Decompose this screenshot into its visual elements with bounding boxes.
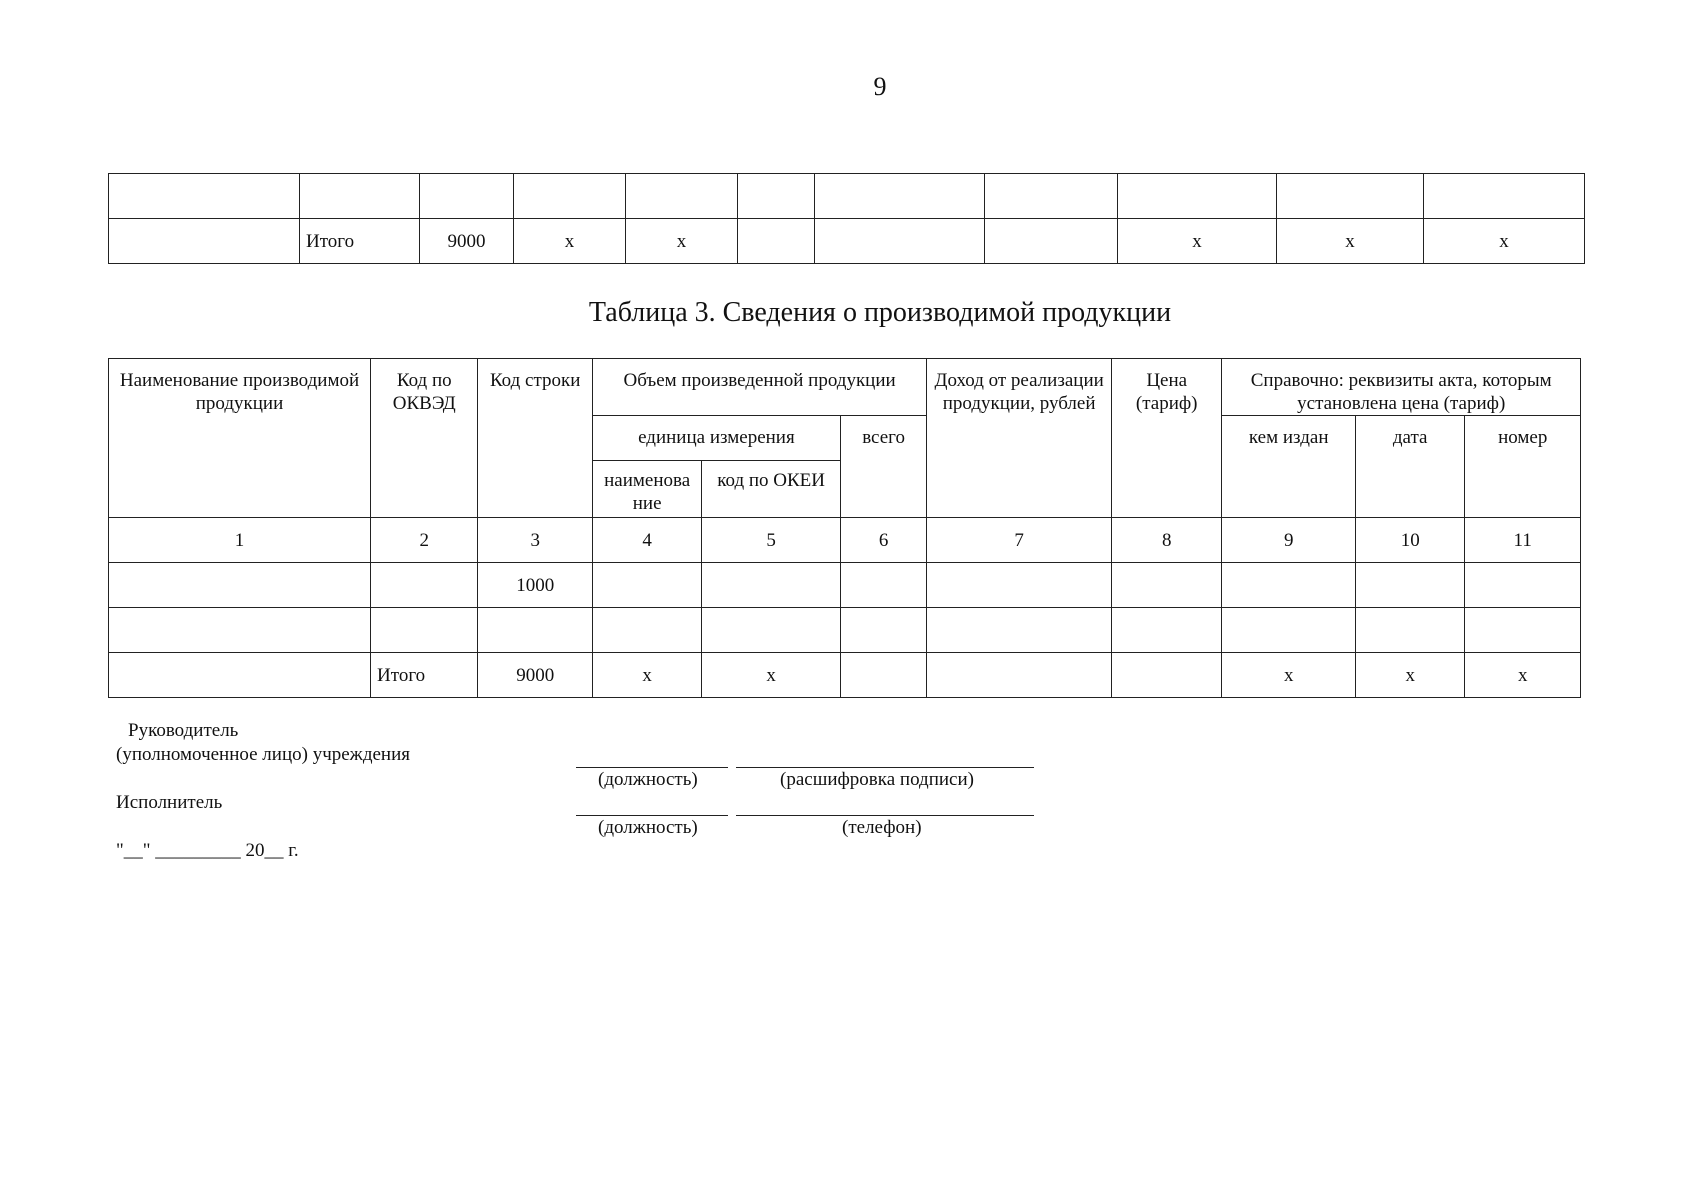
column-number: 7 — [927, 518, 1112, 563]
table-cell: х — [1222, 653, 1356, 698]
date-line: "__" _________ 20__ г. — [116, 840, 299, 861]
table-cell — [109, 563, 371, 608]
table-row — [109, 563, 1581, 608]
table-cell — [109, 174, 300, 219]
table-cell — [815, 174, 985, 219]
table-cell — [927, 563, 1112, 608]
header-price: Цена (тариф) — [1112, 359, 1222, 518]
table-cell — [840, 608, 926, 653]
table-title: Таблица 3. Сведения о производимой продукции — [588, 297, 1172, 328]
column-number: 4 — [592, 518, 701, 563]
table-cell — [1465, 563, 1581, 608]
table-cell: х — [1465, 653, 1581, 698]
table-cell: х — [1424, 219, 1585, 264]
table-cell — [1112, 653, 1222, 698]
header-name: Наименование производимой продукции — [109, 359, 371, 518]
table-cell: х — [1355, 653, 1464, 698]
header-number: номер — [1465, 416, 1581, 518]
header-unit: единица измерения — [592, 416, 840, 461]
table-cell — [815, 219, 985, 264]
table-cell — [1465, 608, 1581, 653]
header-row — [109, 359, 1581, 416]
column-number: 1 — [109, 518, 371, 563]
table-cell — [420, 174, 514, 219]
table-cell — [840, 563, 926, 608]
head-label: Руководитель — [128, 720, 239, 741]
table-cell — [1424, 174, 1585, 219]
table-cell — [1355, 563, 1464, 608]
table-cell — [592, 563, 701, 608]
column-number: 9 — [1222, 518, 1356, 563]
table-cell — [478, 608, 592, 653]
column-number: 2 — [371, 518, 478, 563]
header-total: всего — [840, 416, 926, 518]
table-cell: х — [626, 219, 738, 264]
table-cell — [1112, 608, 1222, 653]
phone-line — [736, 815, 1034, 816]
table-cell: х — [1118, 219, 1277, 264]
table-cell — [1112, 563, 1222, 608]
table-cell — [1118, 174, 1277, 219]
column-number: 10 — [1355, 518, 1464, 563]
table-cell — [985, 174, 1118, 219]
column-number: 8 — [1112, 518, 1222, 563]
column-number: 3 — [478, 518, 592, 563]
table-cell: х — [1277, 219, 1424, 264]
total-row-code: 9000 — [478, 653, 592, 698]
table-cell: х — [702, 653, 841, 698]
position-caption: (должность) — [598, 769, 698, 790]
table-cell — [626, 174, 738, 219]
table-cell: х — [592, 653, 701, 698]
table-cell — [300, 174, 420, 219]
header-reference: Справочно: реквизиты акта, которым установлена цена (тариф) — [1222, 359, 1581, 416]
position-line — [576, 767, 728, 768]
production-table — [108, 358, 1581, 698]
table-cell — [985, 219, 1118, 264]
header-row-code: Код строки — [478, 359, 592, 518]
table-cell — [1222, 608, 1356, 653]
total-row — [109, 219, 1585, 264]
table-cell — [371, 563, 478, 608]
header-date: дата — [1355, 416, 1464, 518]
head-label-authorized: (уполномоченное лицо) учреждения — [116, 744, 410, 765]
phone-caption: (телефон) — [842, 817, 922, 838]
row-code-cell: 1000 — [478, 563, 592, 608]
table-cell — [927, 653, 1112, 698]
table-cell — [1355, 608, 1464, 653]
table-cell — [592, 608, 701, 653]
table-row — [109, 174, 1585, 219]
page-number: 9 — [873, 72, 887, 101]
header-unit-okei: код по ОКЕИ — [702, 461, 841, 518]
column-number: 5 — [702, 518, 841, 563]
signature-decoding-line — [736, 767, 1034, 768]
table-cell — [738, 219, 815, 264]
column-number: 6 — [840, 518, 926, 563]
table-cell — [371, 608, 478, 653]
total-row-code: 9000 — [420, 219, 514, 264]
decoding-caption: (расшифровка подписи) — [780, 769, 974, 790]
total-row — [109, 653, 1581, 698]
table-cell — [738, 174, 815, 219]
table-cell — [840, 653, 926, 698]
table-cell — [1222, 563, 1356, 608]
table-cell — [109, 219, 300, 264]
executor-position-caption: (должность) — [598, 817, 698, 838]
total-label: Итого — [371, 653, 478, 698]
header-issued-by: кем издан — [1222, 416, 1356, 518]
header-income: Доход от реализации продукции, рублей — [927, 359, 1112, 518]
executor-label: Исполнитель — [116, 792, 223, 813]
table-cell — [702, 563, 841, 608]
column-number: 11 — [1465, 518, 1581, 563]
table-cell — [1277, 174, 1424, 219]
header-volume: Объем произведенной продукции — [592, 359, 926, 416]
table-cell — [514, 174, 626, 219]
table-row — [109, 608, 1581, 653]
previous-table-fragment — [108, 173, 1585, 264]
header-unit-name: наименова ние — [592, 461, 701, 518]
table-cell: х — [514, 219, 626, 264]
executor-position-line — [576, 815, 728, 816]
table-cell — [109, 608, 371, 653]
total-label: Итого — [300, 219, 420, 264]
table-cell — [109, 653, 371, 698]
column-number-row — [109, 518, 1581, 563]
table-cell — [702, 608, 841, 653]
header-okved: Код по ОКВЭД — [371, 359, 478, 518]
table-cell — [927, 608, 1112, 653]
